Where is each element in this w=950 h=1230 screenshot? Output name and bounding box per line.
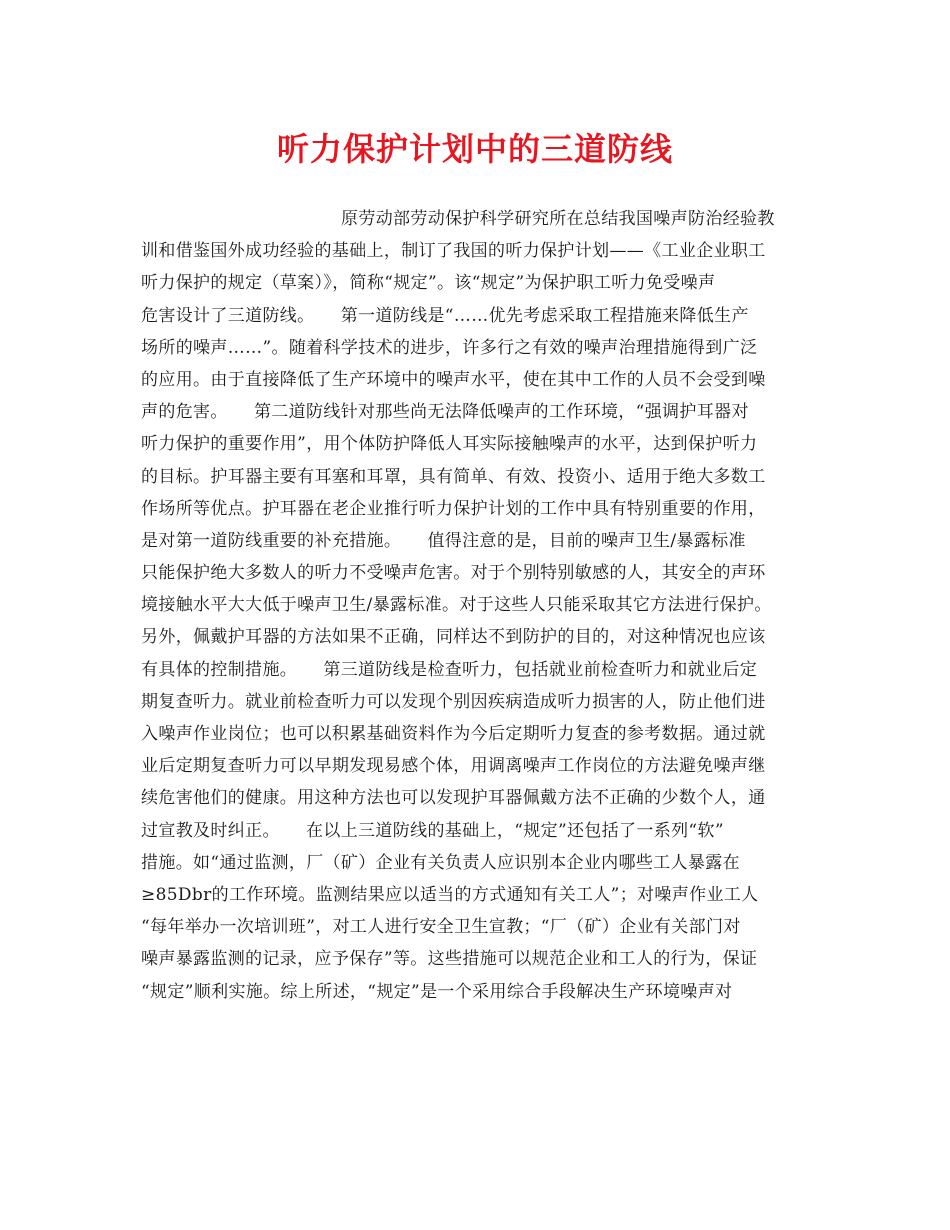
text-line: ≥85Dbr的工作环境。监测结果应以适当的方式通知有关工人”；对噪声作业工人 [141,884,759,905]
text-line: “每年举办一次培训班”，对工人进行安全卫生宣教；“厂（矿）企业有关部门对 [141,917,741,938]
text-line: 业后定期复查听力可以早期发现易感个体，用调离噪声工作岗位的方法避免噪声继 [141,756,766,777]
text-line: 的应用。由于直接降低了生产环境中的噪声水平，使在其中工作的人员不会受到噪 [141,369,766,390]
text-line: 过宣教及时纠正。 在以上三道防线的基础上，“规定”还包括了一系列“软” [141,820,724,841]
text-line: 期复查听力。就业前检查听力可以发现个别因疾病造成听力损害的人，防止他们进 [141,691,766,712]
text-line: 听力保护的规定（草案）》，简称“规定”。该“规定”为保护职工听力免受噪声 [141,273,716,294]
text-line: 听力保护的重要作用”，用个体防护降低人耳实际接触噪声的水平，达到保护听力 [141,434,758,455]
body-paragraph [141,203,821,1008]
text-line: 场所的噪声……”。随着科学技术的进步，许多行之有效的噪声治理措施得到广泛 [141,337,758,358]
text-line: 原劳动部劳动保护科学研究所在总结我国噪声防治经验教 [341,209,775,229]
text-line: 作场所等优点。护耳器在老企业推行听力保护计划的工作中具有特别重要的作用， [141,498,766,519]
text-line: 只能保护绝大多数人的听力不受噪声危害。对于个别特别敏感的人，其安全的声环 [141,563,766,584]
text-line: 入噪声作业岗位；也可以积累基础资料作为今后定期听力复查的参考数据。通过就 [141,724,766,744]
document-title: 听力保护计划中的三道防线 [276,130,673,168]
text-line: 的目标。护耳器主要有耳塞和耳罩，具有简单、有效、投资小、适用于绝大多数工 [141,466,766,487]
text-line: 续危害他们的健康。用这种方法也可以发现护耳器佩戴方法不正确的少数个人，通 [141,788,766,809]
text-line: 境接触水平大大低于噪声卫生/暴露标准。对于这些人只能采取其它方法进行保护。 [141,595,772,616]
text-line: 声的危害。 第二道防线针对那些尚无法降低噪声的工作环境，“强调护耳器对 [141,402,749,423]
text-line: 危害设计了三道防线。 第一道防线是“……优先考虑采取工程措施来降低生产 [141,305,749,326]
text-line: “规定”顺利实施。综上所述，“规定”是一个采用综合手段解决生产环境噪声对 [141,981,733,1002]
text-line: 措施。如“通过监测，厂（矿）企业有关负责人应识别本企业内哪些工人暴露在 [141,852,740,873]
text-line: 噪声暴露监测的记录，应予保存”等。这些措施可以规范企业和工人的行为，保证 [141,949,758,970]
text-line: 是对第一道防线重要的补充措施。 值得注意的是，目前的噪声卫生/暴露标准 [141,530,746,551]
text-line: 有具体的控制措施。 第三道防线是检查听力，包括就业前检查听力和就业后定 [141,659,758,680]
text-line: 另外，佩戴护耳器的方法如果不正确，同样达不到防护的目的，对这种情况也应该 [141,627,766,648]
text-line: 训和借鉴国外成功经验的基础上，制订了我国的听力保护计划——《工业企业职工 [141,241,766,262]
